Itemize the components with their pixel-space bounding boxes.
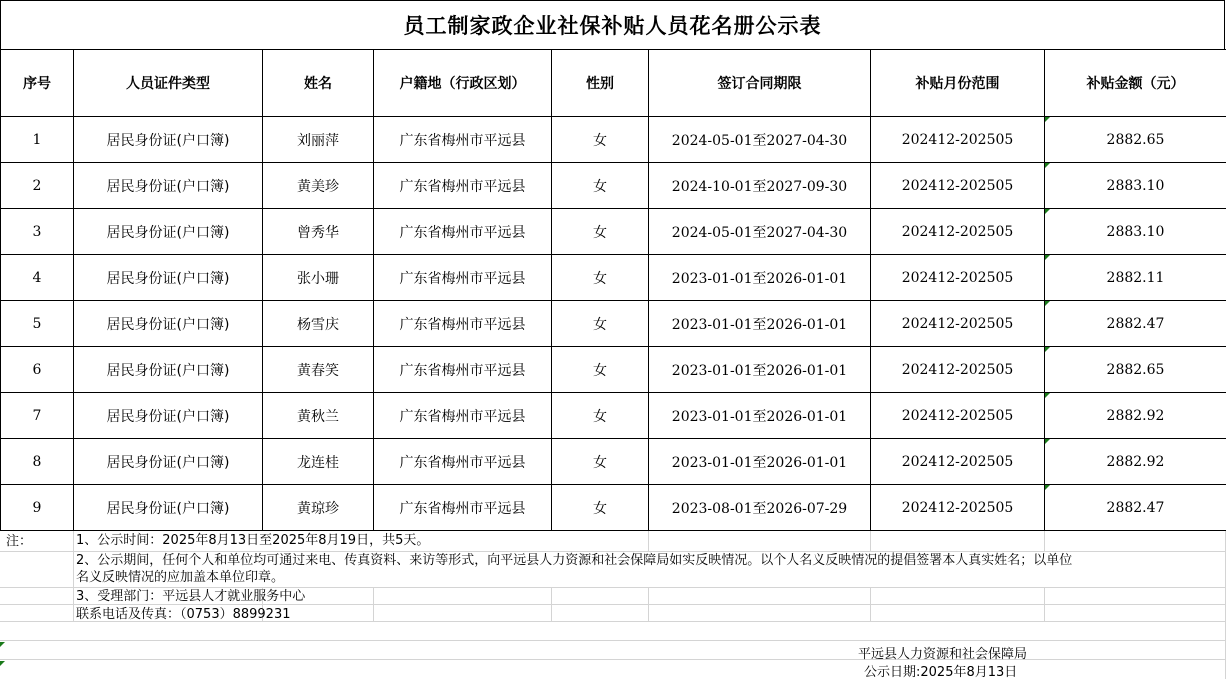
gridline <box>1044 531 1045 551</box>
cell-id-type[interactable]: 居民身份证(户口簿) <box>74 255 263 301</box>
header-id-type[interactable]: 人员证件类型 <box>74 50 263 117</box>
cell-months[interactable]: 202412-202505 <box>871 163 1045 209</box>
note-item-2-line-2: 名义反映情况的应加盖本单位印章。 <box>76 569 284 587</box>
cell-id-type[interactable]: 居民身份证(户口簿) <box>74 301 263 347</box>
cell-amount[interactable]: 2882.47 <box>1045 301 1226 347</box>
cell-name[interactable]: 黄美珍 <box>263 163 374 209</box>
cell-months[interactable]: 202412-202505 <box>871 485 1045 531</box>
cell-marker-icon <box>0 661 5 666</box>
cell-months[interactable]: 202412-202505 <box>871 209 1045 255</box>
table-row <box>1 485 1226 531</box>
table-row <box>1 347 1226 393</box>
cell-months[interactable]: 202412-202505 <box>871 439 1045 485</box>
cell-months[interactable]: 202412-202505 <box>871 255 1045 301</box>
cell-name[interactable]: 杨雪庆 <box>263 301 374 347</box>
table-row <box>1 163 1226 209</box>
cell-no[interactable]: 4 <box>1 255 74 301</box>
note-item-2-line-1: 2、公示期间，任何个人和单位均可通过来电、传真资料、来访等形式，向平远县人力资源和社会保障局如实反映情况。以个人名义反映情况的提倡签署本人真实姓名；以单位 <box>76 552 1072 570</box>
gridline <box>0 659 1226 660</box>
cell-name[interactable]: 张小珊 <box>263 255 374 301</box>
signature-date: 公示日期:2025年8月13日 <box>864 661 1017 680</box>
cell-gender[interactable]: 女 <box>552 439 649 485</box>
table-row <box>1 301 1226 347</box>
header-gender[interactable]: 性别 <box>552 50 649 117</box>
note-item-1: 1、公示时间：2025年8月13日至2025年8月19日，共5天。 <box>76 532 429 550</box>
cell-marker-icon <box>0 642 5 647</box>
cell-contract[interactable]: 2024-10-01至2027-09-30 <box>649 163 871 209</box>
gridline <box>870 531 871 551</box>
cell-amount[interactable]: 2882.47 <box>1045 485 1226 531</box>
page-title: 员工制家政企业社保补贴人员花名册公示表 <box>0 0 1225 50</box>
cell-contract[interactable]: 2023-01-01至2026-01-01 <box>649 301 871 347</box>
cell-gender[interactable]: 女 <box>552 393 649 439</box>
cell-gender[interactable]: 女 <box>552 209 649 255</box>
cell-contract[interactable]: 2024-05-01至2027-04-30 <box>649 209 871 255</box>
cell-id-type[interactable]: 居民身份证(户口簿) <box>74 347 263 393</box>
cell-gender[interactable]: 女 <box>552 485 649 531</box>
cell-months[interactable]: 202412-202505 <box>871 301 1045 347</box>
cell-amount[interactable]: 2882.65 <box>1045 117 1226 163</box>
cell-name[interactable]: 刘丽萍 <box>263 117 374 163</box>
cell-hukou[interactable]: 广东省梅州市平远县 <box>374 301 552 347</box>
cell-no[interactable]: 6 <box>1 347 74 393</box>
cell-gender[interactable]: 女 <box>552 301 649 347</box>
cell-hukou[interactable]: 广东省梅州市平远县 <box>374 347 552 393</box>
cell-months[interactable]: 202412-202505 <box>871 117 1045 163</box>
cell-name[interactable]: 黄秋兰 <box>263 393 374 439</box>
header-amount[interactable]: 补贴金额（元） <box>1045 50 1226 117</box>
table-row <box>1 255 1226 301</box>
header-contract[interactable]: 签订合同期限 <box>649 50 871 117</box>
cell-id-type[interactable]: 居民身份证(户口簿) <box>74 439 263 485</box>
header-hukou[interactable]: 户籍地（行政区划） <box>374 50 552 117</box>
cell-hukou[interactable]: 广东省梅州市平远县 <box>374 255 552 301</box>
cell-no[interactable]: 7 <box>1 393 74 439</box>
cell-id-type[interactable]: 居民身份证(户口簿) <box>74 117 263 163</box>
header-name[interactable]: 姓名 <box>263 50 374 117</box>
notes-section <box>0 531 1226 679</box>
cell-amount[interactable]: 2882.92 <box>1045 393 1226 439</box>
cell-months[interactable]: 202412-202505 <box>871 347 1045 393</box>
header-months[interactable]: 补贴月份范围 <box>871 50 1045 117</box>
signature-org: 平远县人力资源和社会保障局 <box>858 643 1027 662</box>
cell-amount[interactable]: 2882.65 <box>1045 347 1226 393</box>
cell-name[interactable]: 龙连桂 <box>263 439 374 485</box>
cell-hukou[interactable]: 广东省梅州市平远县 <box>374 439 552 485</box>
cell-name[interactable]: 黄春笑 <box>263 347 374 393</box>
cell-name[interactable]: 曾秀华 <box>263 209 374 255</box>
cell-contract[interactable]: 2023-08-01至2026-07-29 <box>649 485 871 531</box>
cell-no[interactable]: 5 <box>1 301 74 347</box>
cell-hukou[interactable]: 广东省梅州市平远县 <box>374 117 552 163</box>
notes-label: 注： <box>6 533 32 551</box>
cell-id-type[interactable]: 居民身份证(户口簿) <box>74 163 263 209</box>
note-item-3: 3、受理部门：平远县人才就业服务中心 <box>76 588 305 606</box>
cell-hukou[interactable]: 广东省梅州市平远县 <box>374 163 552 209</box>
cell-no[interactable]: 3 <box>1 209 74 255</box>
gridline <box>0 640 1226 641</box>
cell-name[interactable]: 黄琼珍 <box>263 485 374 531</box>
cell-amount[interactable]: 2883.10 <box>1045 163 1226 209</box>
cell-hukou[interactable]: 广东省梅州市平远县 <box>374 209 552 255</box>
cell-amount[interactable]: 2882.11 <box>1045 255 1226 301</box>
cell-no[interactable]: 9 <box>1 485 74 531</box>
table-row <box>1 393 1226 439</box>
cell-id-type[interactable]: 居民身份证(户口簿) <box>74 393 263 439</box>
table-row <box>1 209 1226 255</box>
cell-hukou[interactable]: 广东省梅州市平远县 <box>374 485 552 531</box>
cell-gender[interactable]: 女 <box>552 347 649 393</box>
cell-contract[interactable]: 2024-05-01至2027-04-30 <box>649 117 871 163</box>
cell-contract[interactable]: 2023-01-01至2026-01-01 <box>649 439 871 485</box>
cell-id-type[interactable]: 居民身份证(户口簿) <box>74 209 263 255</box>
cell-hukou[interactable]: 广东省梅州市平远县 <box>374 393 552 439</box>
cell-gender[interactable]: 女 <box>552 163 649 209</box>
cell-contract[interactable]: 2023-01-01至2026-01-01 <box>649 393 871 439</box>
cell-no[interactable]: 2 <box>1 163 74 209</box>
table-header-row <box>1 50 1226 117</box>
table-row <box>1 117 1226 163</box>
cell-id-type[interactable]: 居民身份证(户口簿) <box>74 485 263 531</box>
cell-months[interactable]: 202412-202505 <box>871 393 1045 439</box>
note-contact: 联系电话及传真：（0753）8899231 <box>76 606 290 624</box>
cell-no[interactable]: 1 <box>1 117 74 163</box>
table-row <box>1 439 1226 485</box>
cell-no[interactable]: 8 <box>1 439 74 485</box>
cell-contract[interactable]: 2023-01-01至2026-01-01 <box>649 255 871 301</box>
roster-table <box>0 49 1226 531</box>
cell-amount[interactable]: 2882.92 <box>1045 439 1226 485</box>
cell-gender[interactable]: 女 <box>552 117 649 163</box>
header-no[interactable]: 序号 <box>1 50 74 117</box>
gridline <box>648 531 649 551</box>
cell-contract[interactable]: 2023-01-01至2026-01-01 <box>649 347 871 393</box>
cell-gender[interactable]: 女 <box>552 255 649 301</box>
cell-amount[interactable]: 2883.10 <box>1045 209 1226 255</box>
gridline <box>73 531 74 621</box>
